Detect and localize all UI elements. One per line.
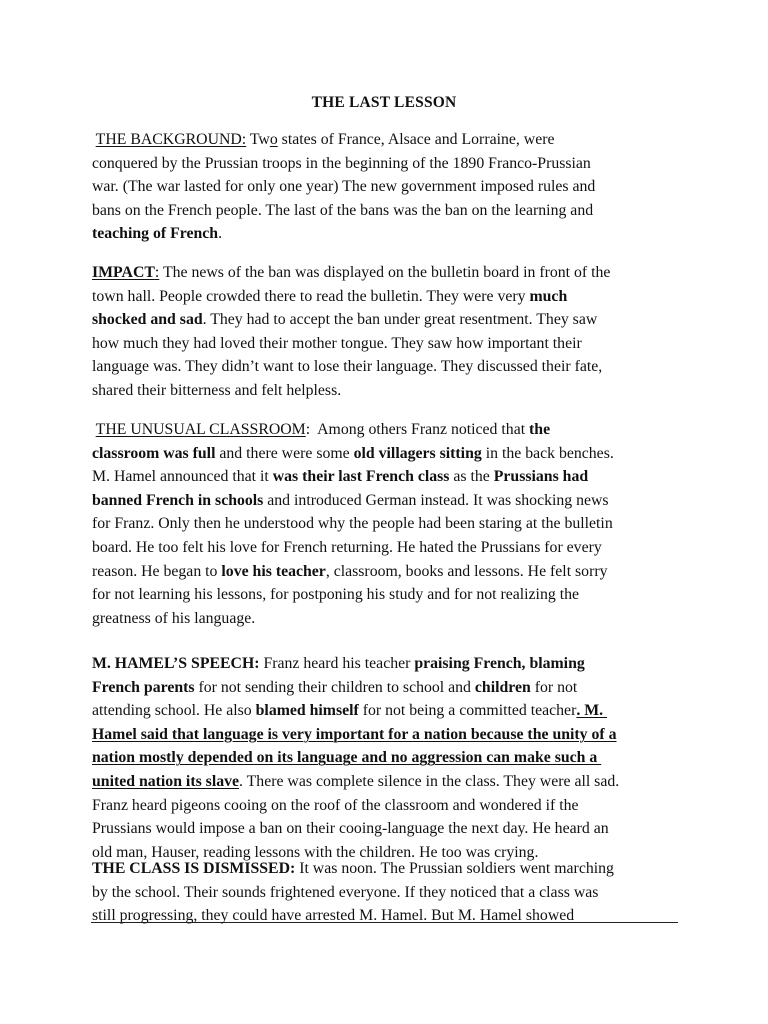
text-run: still progressing, they could have arrested M. Hamel. But M. Hamel showed <box>92 907 575 925</box>
text-line <box>92 152 692 176</box>
text-line <box>92 652 692 676</box>
text-line <box>92 442 692 466</box>
text-line <box>92 536 692 560</box>
text-run: o <box>269 131 278 148</box>
text-run: for Franz. Only then he understood why the people had been staring at the bulletin <box>92 515 613 533</box>
bold-text: M. HAMEL’S SPEECH: <box>92 655 260 672</box>
bold-text: classroom was full <box>92 444 216 462</box>
text-run: language was. They didn’t want to lose their language. They discussed their fate, <box>92 358 603 376</box>
text-run: shared their bitterness and felt helpless. <box>92 381 342 399</box>
text-run: Tw <box>246 131 270 148</box>
bold-text: Hamel said that language is very important for a nation because the unity of a <box>92 725 617 743</box>
text-line <box>92 583 692 607</box>
text-run: and there were some <box>215 444 354 462</box>
text-run: old man, Hauser, reading lessons with the children. He too was crying. <box>92 843 539 861</box>
bold-text: the <box>529 421 551 438</box>
text-run: THE BACKGROUND: <box>95 131 247 148</box>
text-line <box>92 881 692 905</box>
text-run: THE UNUSUAL CLASSROOM <box>95 421 306 438</box>
text-line <box>92 904 692 928</box>
text-line <box>92 332 692 356</box>
text-line <box>92 308 692 332</box>
bold-text: much <box>529 287 568 305</box>
bold-text: IMPACT <box>92 264 155 281</box>
text-line <box>92 465 692 489</box>
text-run: bans on the French people. The last of the bans was the ban on the learning and <box>92 201 594 219</box>
text-run: for not sending their children to school and <box>194 678 475 696</box>
text-line <box>92 261 692 285</box>
text-run: , classroom, books and lessons. He felt sorry <box>325 562 608 580</box>
text-line <box>92 676 692 700</box>
text-run: greatness of his language. <box>92 609 256 627</box>
text-run: It was noon. The Prussian soldiers went marching <box>295 860 614 877</box>
text-run: Franz heard pigeons cooing on the roof of the classroom and wondered if the <box>92 796 579 814</box>
bold-text: children <box>474 678 531 696</box>
text-run: Franz heard his teacher <box>259 655 415 672</box>
text-line <box>92 379 692 403</box>
text-run: : <box>154 264 160 281</box>
text-line <box>92 817 692 841</box>
page-bottom-rule <box>91 922 678 923</box>
bold-text: old villagers sitting <box>353 444 482 462</box>
bold-text: shocked and sad <box>92 311 203 329</box>
text-line <box>92 222 692 246</box>
text-line <box>92 857 692 881</box>
text-run: states of France, Alsace and Lorraine, were <box>277 131 555 148</box>
text-line <box>92 746 692 770</box>
text-run: board. He too felt his love for French returning. He hated the Prussians for every <box>92 538 602 556</box>
text-run: for not <box>530 678 578 696</box>
text-line <box>92 175 692 199</box>
bold-text: teaching of French <box>92 225 219 243</box>
text-run: attending school. He also <box>92 702 256 720</box>
text-run: : Among others Franz noticed that <box>305 421 530 438</box>
text-run: for not being a committed teacher <box>358 702 577 720</box>
text-run: Prussians would impose a ban on their cooing-language the next day. He heard an <box>92 820 609 838</box>
bold-text: French parents <box>92 678 195 696</box>
bold-text: praising French, blaming <box>414 655 585 672</box>
text-run: . They had to accept the ban under great resentment. They saw <box>202 311 598 329</box>
bold-text: nation mostly depended on its language and no aggression can make such a <box>92 749 602 767</box>
text-run: reason. He began to <box>92 562 222 580</box>
bold-text: was their last French class <box>272 468 450 486</box>
bold-text: THE CLASS IS DISMISSED: <box>92 860 296 877</box>
paragraph-unusual-classroom <box>92 418 692 630</box>
text-run: The news of the ban was displayed on the bulletin board in front of the <box>159 264 611 281</box>
text-line <box>92 794 692 818</box>
text-line <box>92 199 692 223</box>
document-title: THE LAST LESSON <box>311 94 457 111</box>
text-run: war. (The war lasted for only one year) The new government imposed rules and <box>92 178 596 196</box>
text-run: and introduced German instead. It was shocking news <box>263 491 609 509</box>
text-line <box>92 355 692 379</box>
text-line <box>92 699 692 723</box>
paragraph-impact <box>92 261 692 403</box>
text-line <box>92 418 692 442</box>
paragraph-class-dismissed <box>92 857 692 928</box>
paragraph-background <box>92 128 692 246</box>
bold-text: blamed himself <box>255 702 359 720</box>
bold-text: banned French in schools <box>92 491 264 509</box>
text-run: town hall. People crowded there to read the bulletin. They were very <box>92 287 530 305</box>
text-run: conquered by the Prussian troops in the beginning of the 1890 Franco-Prussian <box>92 154 591 172</box>
text-line <box>92 607 692 631</box>
paragraph-hamels-speech <box>92 652 692 864</box>
text-run: in the back benches. <box>481 444 614 462</box>
bold-text: united nation its slave <box>92 772 240 790</box>
bold-text: . M. <box>576 702 608 720</box>
text-line <box>92 770 692 794</box>
text-line <box>92 285 692 309</box>
text-run: . There was complete silence in the class. They were all sad. <box>239 772 620 790</box>
text-line <box>92 489 692 513</box>
bold-text: Prussians had <box>493 468 589 486</box>
text-line <box>92 560 692 584</box>
text-line <box>92 128 692 152</box>
text-line <box>92 723 692 747</box>
bold-text: love his teacher <box>221 562 326 580</box>
text-run: . <box>218 225 223 243</box>
text-run: for not learning his lessons, for postponing his study and for not realizing the <box>92 586 579 604</box>
text-run: by the school. Their sounds frightened everyone. If they noticed that a class was <box>92 883 599 901</box>
text-run: M. Hamel announced that it <box>92 468 273 486</box>
text-run: how much they had loved their mother tongue. They saw how important their <box>92 334 582 352</box>
text-run: as the <box>449 468 494 486</box>
text-line <box>92 512 692 536</box>
